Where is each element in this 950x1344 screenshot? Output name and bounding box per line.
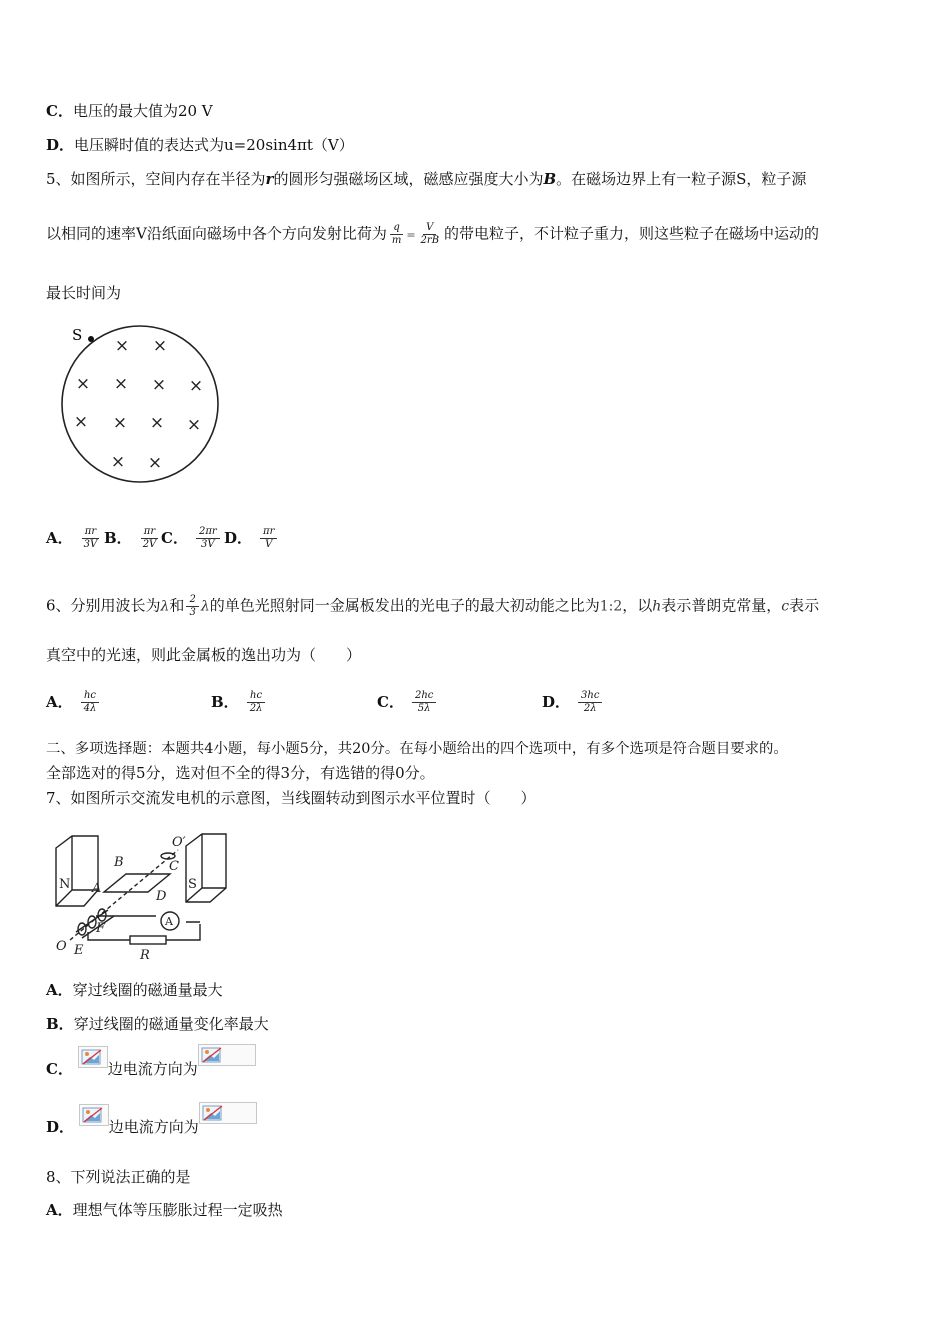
label-c: C: [169, 859, 179, 874]
label-r: R: [140, 948, 150, 962]
q6-option-a: [46, 690, 101, 715]
q6-option-c: [377, 690, 438, 715]
light-speed-symbol: c: [781, 598, 790, 615]
q8-text: 8、下列说法正确的是: [46, 1168, 191, 1186]
option-label: B．: [211, 692, 239, 711]
q6-text: 表示: [789, 596, 820, 615]
option-text: 电压瞬时值的表达式为u=20sin4πt（V）: [74, 136, 354, 154]
q5-text: 。在磁场边界上有一粒子源S，粒子源: [556, 170, 807, 188]
field-cross: ×: [151, 375, 167, 395]
label-f: F: [96, 921, 106, 936]
broken-image-icon: [79, 1104, 109, 1126]
field-cross: ×: [152, 336, 168, 356]
q7-option-d: [46, 1106, 257, 1148]
q5-text: 5、如图所示，空间内存在半径为: [46, 170, 266, 188]
frac-num: πr: [141, 526, 158, 539]
resistor: [130, 936, 166, 944]
option-label: B．: [46, 1015, 74, 1033]
q7-stem: [46, 787, 536, 809]
q6-text: ，以: [622, 596, 653, 615]
q8-option-a: [46, 1199, 283, 1221]
planck-symbol: h: [652, 598, 662, 615]
broken-image-icon: [199, 1102, 257, 1124]
q7-option-a: [46, 979, 223, 1001]
q5-option-d: [224, 526, 279, 551]
ac-generator-figure: [52, 828, 232, 962]
section2-instructions-line2: [46, 762, 435, 784]
option-fraction: [81, 526, 101, 551]
frac-den: 3V: [201, 539, 215, 550]
frac-num: πr: [260, 526, 277, 539]
two-thirds-fraction: [186, 594, 198, 619]
energy-ratio: 1:2: [599, 598, 623, 615]
q4-option-d: [46, 134, 354, 156]
q5-option-a: [46, 526, 102, 551]
section-text: 全部选对的得5分，选对但不全的得3分，有选错的得0分。: [46, 764, 435, 782]
frac-num: 2hc: [412, 690, 436, 703]
field-cross: ×: [114, 336, 130, 356]
var-r: r: [265, 170, 274, 188]
option-label: D．: [224, 528, 253, 547]
section-text: 二、多项选择题：本题共4小题，每小题5分，共20分。在每小题给出的四个选项中，有多个选项是符合题目要求的。: [46, 741, 788, 757]
field-cross: ×: [188, 376, 204, 396]
option-label: C．: [46, 1060, 73, 1078]
field-cross: ×: [149, 413, 165, 433]
label-a: A: [92, 881, 102, 896]
broken-image-icon: [198, 1044, 256, 1066]
option-text: 电压的最大值为20 V: [72, 102, 213, 120]
label-d: D: [156, 889, 167, 904]
frac-den: 4λ: [83, 703, 97, 714]
option-text: 理想气体等压膨胀过程一定吸热: [72, 1201, 283, 1219]
frac-den: 2rB: [420, 235, 440, 246]
charge-ratio-value: [418, 222, 443, 247]
frac-num: q: [390, 222, 402, 235]
q5-option-c: [161, 526, 222, 551]
field-cross: ×: [147, 453, 163, 473]
field-cross: ×: [75, 374, 91, 394]
option-label: A．: [46, 528, 73, 547]
option-label: D．: [46, 136, 75, 154]
particle-source-dot: [88, 336, 94, 342]
label-n: N: [59, 877, 71, 892]
frac-den: 2V: [142, 539, 157, 550]
lambda-symbol: λ: [200, 598, 210, 615]
q7-text: 7、如图所示交流发电机的示意图，当线圈转动到图示水平位置时（ ）: [46, 789, 536, 807]
magnetic-field-figure: [58, 318, 226, 488]
option-label: A．: [46, 981, 73, 999]
frac-num: hc: [81, 690, 99, 703]
frac-den: V: [265, 539, 273, 550]
label-o-prime: O′: [172, 835, 186, 850]
option-text: 穿过线圈的磁通量变化率最大: [73, 1015, 269, 1033]
q5-stem-line3: [46, 282, 121, 304]
option-label: D．: [46, 1118, 75, 1136]
q5-text: 的圆形匀强磁场区域，磁感应强度大小为: [273, 170, 544, 188]
option-label: A．: [46, 692, 73, 711]
slip-rings: [76, 910, 114, 938]
option-label: C．: [46, 102, 73, 120]
q5-text: 以相同的速率V沿纸面向磁场中各个方向发射比荷为: [46, 224, 387, 243]
option-text: 边电流方向为: [108, 1118, 199, 1136]
option-label: C．: [377, 692, 404, 711]
field-cross: ×: [73, 412, 89, 432]
q6-option-d: [542, 690, 604, 715]
option-label: A．: [46, 1201, 73, 1219]
lambda-symbol: λ: [160, 598, 170, 615]
frac-den: 2λ: [583, 703, 597, 714]
q7-option-b: [46, 1013, 269, 1035]
field-cross: ×: [112, 413, 128, 433]
q5-stem-line1: [46, 168, 806, 190]
frac-den: 5λ: [417, 703, 431, 714]
field-cross: ×: [186, 415, 202, 435]
option-fraction: [578, 690, 602, 715]
charge-ratio-q-m: [389, 222, 404, 247]
option-fraction: [81, 690, 100, 715]
frac-num: 2πr: [196, 526, 220, 539]
q7-option-c: [46, 1048, 256, 1090]
q6-text: 的单色光照射同一金属板发出的光电子的最大初动能之比为: [209, 596, 600, 615]
q6-text: 表示普朗克常量，: [661, 596, 782, 615]
field-cross: ×: [113, 374, 129, 394]
frac-den: m: [391, 235, 402, 246]
option-label: D．: [542, 692, 571, 711]
frac-num: V: [423, 222, 436, 235]
frac-num: πr: [82, 526, 99, 539]
q6-text: 6、分别用波长为: [46, 596, 161, 615]
q5-text: 的带电粒子，不计粒子重力，则这些粒子在磁场中运动的: [444, 224, 820, 243]
field-boundary-circle: [62, 326, 218, 482]
var-b: B: [543, 170, 557, 188]
option-fraction: [247, 690, 266, 715]
label-b: B: [114, 855, 124, 870]
q6-text: 和: [169, 596, 185, 615]
frac-num: 3hc: [578, 690, 602, 703]
q8-stem: [46, 1166, 191, 1188]
q6-option-b: [211, 690, 267, 715]
section2-instructions-line1: [46, 738, 788, 760]
label-s: S: [188, 877, 197, 892]
option-label: C．: [161, 528, 188, 547]
label-e: E: [74, 943, 84, 958]
broken-image-icon: [78, 1046, 108, 1068]
frac-den: 3: [189, 607, 196, 618]
source-label: S: [72, 326, 83, 344]
frac-den: 2λ: [249, 703, 263, 714]
option-fraction: [260, 526, 277, 551]
frac-num: hc: [247, 690, 265, 703]
q5-stem-line2: [46, 222, 819, 247]
frac-den: 3V: [83, 539, 98, 550]
option-fraction: [196, 526, 220, 551]
field-cross: ×: [110, 452, 126, 472]
q6-stem-line1: [46, 594, 819, 619]
ammeter-label: A: [165, 915, 173, 928]
option-text: 穿过线圈的磁通量最大: [72, 981, 223, 999]
option-fraction: [140, 526, 160, 551]
q6-stem-line2: [46, 644, 361, 666]
equals-sign: =: [406, 228, 416, 242]
option-text: 边电流方向为: [107, 1060, 198, 1078]
q5-option-b: [104, 526, 161, 551]
q6-text: 真空中的光速，则此金属板的逸出功为（ ）: [46, 646, 362, 664]
label-o: O: [56, 939, 67, 954]
q4-option-c: [46, 100, 213, 122]
option-fraction: [412, 690, 436, 715]
frac-num: 2: [186, 594, 198, 607]
option-label: B．: [104, 528, 132, 547]
q5-text: 最长时间为: [46, 284, 122, 302]
